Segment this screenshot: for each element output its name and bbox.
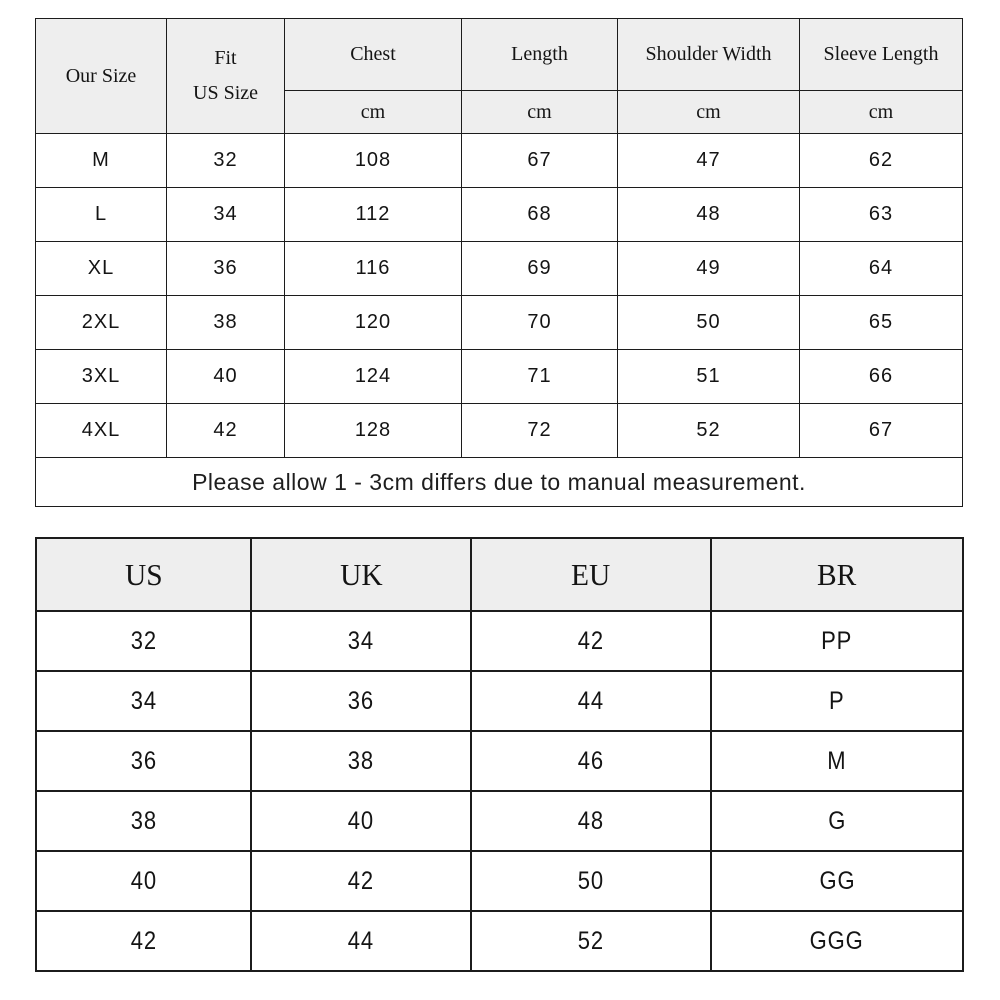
length-cell: 70: [462, 296, 618, 350]
table-row: [36, 350, 963, 404]
uk-header-label: UK: [339, 556, 383, 592]
eu-value: 46: [577, 746, 605, 775]
table-row: [36, 134, 963, 188]
table-row: [36, 188, 963, 242]
length-cell: 67: [462, 134, 618, 188]
measurement-note: Please allow 1 - 3cm differs due to manual measurement.: [36, 458, 963, 507]
fit-header-line2: US Size: [193, 82, 258, 104]
eu-value: 44: [577, 686, 605, 715]
shoulder-unit: cm: [618, 91, 800, 134]
table-row: [36, 296, 963, 350]
eu-header: [471, 538, 711, 611]
uk-value: 40: [347, 806, 375, 835]
br-header: [711, 538, 963, 611]
eu-value: 42: [577, 626, 605, 655]
table-row: [36, 731, 963, 791]
sleeve-length-header: Sleeve Length: [800, 19, 963, 91]
us-cell: [36, 671, 251, 731]
sleeve-unit: cm: [800, 91, 963, 134]
br-header-label: BR: [817, 556, 857, 592]
uk-cell: [251, 851, 471, 911]
eu-cell: [471, 851, 711, 911]
us-cell: [36, 851, 251, 911]
br-value: GGG: [810, 926, 864, 955]
chest-cell: 116: [285, 242, 462, 296]
shoulder-cell: 49: [618, 242, 800, 296]
us-value: 32: [130, 626, 157, 655]
fit-header-line1: Fit: [214, 47, 237, 69]
us-size-cell: 36: [167, 242, 285, 296]
us-value: 40: [130, 866, 157, 895]
br-value: G: [827, 806, 846, 835]
us-size-cell: 34: [167, 188, 285, 242]
eu-cell: [471, 791, 711, 851]
shoulder-width-header: Shoulder Width: [618, 19, 800, 91]
us-size-cell: 42: [167, 404, 285, 458]
br-value: M: [827, 746, 847, 775]
uk-value: 42: [347, 866, 375, 895]
uk-value: 34: [347, 626, 375, 655]
uk-cell: [251, 791, 471, 851]
chest-cell: 112: [285, 188, 462, 242]
shoulder-cell: 47: [618, 134, 800, 188]
table-row: [36, 242, 963, 296]
us-size-cell: 40: [167, 350, 285, 404]
br-cell: [711, 851, 963, 911]
size-cell: L: [36, 188, 167, 242]
eu-value: 48: [577, 806, 605, 835]
chest-cell: 124: [285, 350, 462, 404]
size-cell: 4XL: [36, 404, 167, 458]
chest-unit: cm: [285, 91, 462, 134]
conversion-header-row: [36, 538, 963, 611]
us-cell: [36, 611, 251, 671]
eu-value: 52: [577, 926, 605, 955]
shoulder-cell: 52: [618, 404, 800, 458]
length-header: Length: [462, 19, 618, 91]
length-unit: cm: [462, 91, 618, 134]
measurement-header-row: [36, 19, 963, 91]
br-value: P: [829, 686, 845, 715]
us-value: 38: [130, 806, 157, 835]
sleeve-cell: 66: [800, 350, 963, 404]
eu-cell: [471, 671, 711, 731]
uk-cell: [251, 911, 471, 971]
chest-header: Chest: [285, 19, 462, 91]
br-cell: [711, 671, 963, 731]
table-row: [36, 851, 963, 911]
us-value: 42: [130, 926, 157, 955]
br-value: GG: [819, 866, 855, 895]
eu-header-label: EU: [571, 556, 611, 592]
size-cell: 2XL: [36, 296, 167, 350]
br-cell: [711, 731, 963, 791]
sleeve-cell: 63: [800, 188, 963, 242]
uk-value: 44: [347, 926, 375, 955]
us-cell: [36, 791, 251, 851]
table-row: [36, 611, 963, 671]
chest-cell: 120: [285, 296, 462, 350]
eu-value: 50: [577, 866, 605, 895]
uk-cell: [251, 731, 471, 791]
us-value: 36: [130, 746, 157, 775]
size-cell: XL: [36, 242, 167, 296]
us-header-label: US: [124, 556, 163, 592]
eu-cell: [471, 611, 711, 671]
uk-header: [251, 538, 471, 611]
fit-us-size-header: [167, 19, 285, 134]
br-cell: [711, 911, 963, 971]
eu-cell: [471, 731, 711, 791]
table-row: [36, 911, 963, 971]
our-size-header: Our Size: [36, 19, 167, 134]
uk-value: 38: [347, 746, 375, 775]
chest-cell: 128: [285, 404, 462, 458]
measurement-table: [35, 18, 963, 507]
length-cell: 69: [462, 242, 618, 296]
us-header: [36, 538, 251, 611]
eu-cell: [471, 911, 711, 971]
table-row: [36, 404, 963, 458]
sleeve-cell: 65: [800, 296, 963, 350]
size-cell: 3XL: [36, 350, 167, 404]
us-size-cell: 38: [167, 296, 285, 350]
us-value: 34: [130, 686, 157, 715]
sleeve-cell: 67: [800, 404, 963, 458]
length-cell: 72: [462, 404, 618, 458]
table-row: [36, 671, 963, 731]
size-cell: M: [36, 134, 167, 188]
table-row: [36, 791, 963, 851]
br-value: PP: [821, 626, 853, 655]
conversion-table: [35, 537, 964, 972]
note-row: [36, 458, 963, 507]
sleeve-cell: 64: [800, 242, 963, 296]
shoulder-cell: 50: [618, 296, 800, 350]
sleeve-cell: 62: [800, 134, 963, 188]
br-cell: [711, 791, 963, 851]
chest-cell: 108: [285, 134, 462, 188]
us-cell: [36, 731, 251, 791]
us-size-cell: 32: [167, 134, 285, 188]
shoulder-cell: 48: [618, 188, 800, 242]
us-cell: [36, 911, 251, 971]
uk-value: 36: [347, 686, 375, 715]
uk-cell: [251, 611, 471, 671]
shoulder-cell: 51: [618, 350, 800, 404]
br-cell: [711, 611, 963, 671]
length-cell: 71: [462, 350, 618, 404]
uk-cell: [251, 671, 471, 731]
length-cell: 68: [462, 188, 618, 242]
